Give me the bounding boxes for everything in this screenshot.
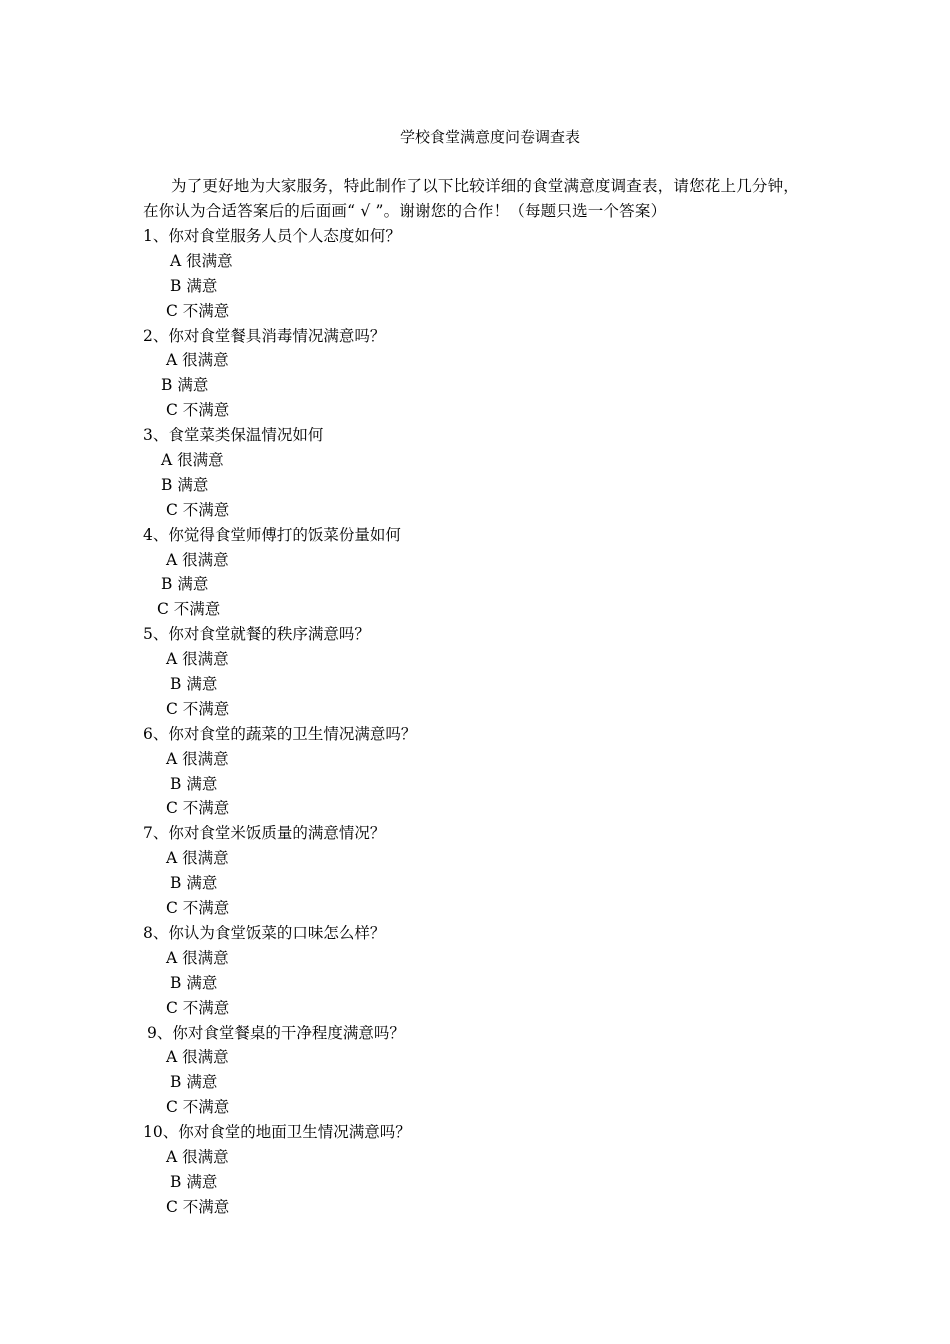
option-c: C 不满意 (166, 301, 230, 320)
option-c: C 不满意 (166, 799, 230, 818)
question-text: 7、你对食堂米饭质量的满意情况？ (143, 824, 386, 843)
option-a: A 很满意 (166, 550, 229, 569)
option-b: B 满意 (170, 675, 218, 694)
question-text: 8、你认为食堂饭菜的口味怎么样？ (143, 923, 386, 942)
option-a: A 很满意 (166, 749, 229, 768)
option-a: A 很满意 (166, 351, 229, 370)
question-9 (143, 1021, 813, 1121)
option-a: A 很满意 (161, 451, 224, 470)
option-c: C 不满意 (166, 401, 230, 420)
option-c: C 不满意 (166, 500, 230, 519)
question-text: 1、你对食堂服务人员个人态度如何？ (143, 227, 401, 245)
option-a: A 很满意 (170, 251, 233, 270)
option-b: B 满意 (161, 575, 209, 594)
page-title: 学校食堂满意度问卷调查表 (399, 128, 580, 146)
question-4 (143, 523, 813, 623)
option-b: B 满意 (170, 276, 218, 295)
option-b: B 满意 (161, 376, 209, 395)
question-list (143, 224, 813, 1220)
option-b: B 满意 (170, 874, 218, 893)
question-6 (143, 722, 813, 822)
option-b: B 满意 (170, 774, 218, 793)
option-b: B 满意 (170, 973, 218, 992)
question-5 (143, 622, 813, 722)
option-a: A 很满意 (166, 849, 229, 868)
option-c: C 不满意 (166, 899, 230, 918)
question-10 (143, 1120, 813, 1220)
option-b: B 满意 (161, 475, 209, 494)
question-text: 9、你对食堂餐桌的干净程度满意吗？ (147, 1023, 405, 1042)
question-text: 6、你对食堂的蔬菜的卫生情况满意吗？ (143, 724, 417, 743)
option-c: C 不满意 (157, 600, 221, 619)
option-b: B 满意 (170, 1073, 218, 1092)
question-3 (143, 423, 813, 523)
option-a: A 很满意 (166, 1048, 229, 1067)
option-a: A 很满意 (166, 650, 229, 669)
option-a: A 很满意 (166, 948, 229, 967)
question-text: 4、你觉得食堂师傅打的饭菜份量如何 (143, 525, 401, 544)
question-1 (143, 224, 813, 324)
option-c: C 不满意 (166, 1098, 230, 1117)
question-8 (143, 921, 813, 1021)
question-text: 2、你对食堂餐具消毒情况满意吗？ (143, 326, 386, 345)
option-b: B 满意 (170, 1172, 218, 1191)
option-c: C 不满意 (166, 1197, 230, 1216)
question-text: 5、你对食堂就餐的秩序满意吗？ (143, 625, 370, 644)
question-text: 3、食堂菜类保温情况如何 (143, 426, 324, 445)
option-a: A 很满意 (166, 1147, 229, 1166)
question-text: 10、你对食堂的地面卫生情况满意吗？ (143, 1123, 411, 1142)
option-c: C 不满意 (166, 998, 230, 1017)
option-c: C 不满意 (166, 699, 230, 718)
question-7 (143, 821, 813, 921)
intro-paragraph: 为了更好地为大家服务，特此制作了以下比较详细的食堂满意度调查表，请您花上几分钟，在你认为合适答案后的后面画“ √ ”。谢谢您的合作！（每题只选一个答案） (143, 177, 800, 220)
question-2 (143, 324, 813, 424)
